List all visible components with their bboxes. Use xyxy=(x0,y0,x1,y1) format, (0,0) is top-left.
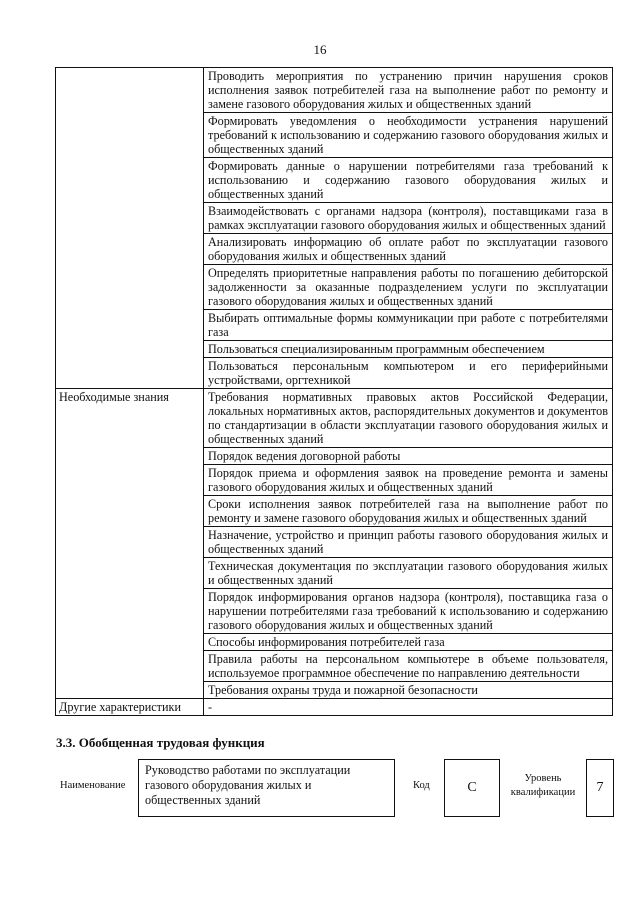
table-cell: Выбирать оптимальные формы коммуникации при работе с потребителями газа xyxy=(204,310,613,341)
page-number: 16 xyxy=(313,42,327,57)
table-cell: Способы информирования потребителей газа xyxy=(204,634,613,651)
level-label: Уровень квалификации xyxy=(510,773,576,798)
level-value-box: 7 xyxy=(586,759,614,817)
table-cell: Требования охраны труда и пожарной безопасности xyxy=(204,682,613,699)
table-cell: Пользоваться специализированным программным обеспечением xyxy=(204,341,613,358)
knowledge-label-cell: Необходимые знания xyxy=(56,389,204,699)
table-cell: Правила работы на персональном компьютере в объеме пользователя, используемое программное обеспечение по направлению деятельности xyxy=(204,651,613,682)
table-cell: Порядок ведения договорной работы xyxy=(204,448,613,465)
table-cell: Определять приоритетные направления работы по погашению дебиторской задолженности за оказанные подразделением услуги по эксплуатации газового оборудования жилых и общественных зданий xyxy=(204,265,613,310)
table-cell: Требования нормативных правовых актов Российской Федерации, локальных нормативных актов, распорядительных документов и документов по стандартизации в области эксплуатации газового оборудования жилых и общественных зданий xyxy=(204,389,613,448)
table-cell: Техническая документация по эксплуатации газового оборудования жилых и общественных зданий xyxy=(204,558,613,589)
name-label: Наименование xyxy=(60,780,126,791)
name-value-box: Руководство работами по эксплуатации газового оборудования жилых и общественных зданий xyxy=(138,759,395,817)
table-cell: Формировать данные о нарушении потребителями газа требований к использованию и содержанию газового оборудования жилых и общественных зданий xyxy=(204,158,613,203)
skills-label-cell xyxy=(56,68,204,389)
table-cell: Формировать уведомления о необходимости устранения нарушений требований к использованию и содержанию газового оборудования жилых и общественных зданий xyxy=(204,113,613,158)
table-row xyxy=(56,68,613,113)
other-label-cell: Другие характеристики xyxy=(56,699,204,716)
code-label: Код xyxy=(413,780,430,791)
table-cell: Анализировать информацию об оплате работ по эксплуатации газового оборудования жилых и общественных зданий xyxy=(204,234,613,265)
table-cell: Сроки исполнения заявок потребителей газа на выполнение работ по ремонту и замене газового оборудования жилых и общественных зданий xyxy=(204,496,613,527)
table-cell: Назначение, устройство и принцип работы газового оборудования жилых и общественных зданий xyxy=(204,527,613,558)
code-value-box: C xyxy=(444,759,500,817)
table-cell: Порядок приема и оформления заявок на проведение ремонта и замены газового оборудования жилых и общественных зданий xyxy=(204,465,613,496)
labor-function-table xyxy=(55,67,613,716)
table-row xyxy=(56,699,613,716)
section-heading: 3.3. Обобщенная трудовая функция xyxy=(56,735,265,750)
table-cell: Взаимодействовать с органами надзора (контроля), поставщиками газа в рамках эксплуатации газового оборудования жилых и общественных зданий xyxy=(204,203,613,234)
table-cell: Порядок информирования органов надзора (контроля), поставщика газа о нарушении потребителями газа требований к использованию и содержанию газового оборудования жилых и общественных зданий xyxy=(204,589,613,634)
table-row xyxy=(56,389,613,448)
table-cell: - xyxy=(204,699,613,716)
table-cell: Проводить мероприятия по устранению причин нарушения сроков исполнения заявок потребителей газа на выполнение работ по ремонту и замене газового оборудования жилых и общественных зданий xyxy=(204,68,613,113)
table-cell: Пользоваться персональным компьютером и его периферийными устройствами, оргтехникой xyxy=(204,358,613,389)
